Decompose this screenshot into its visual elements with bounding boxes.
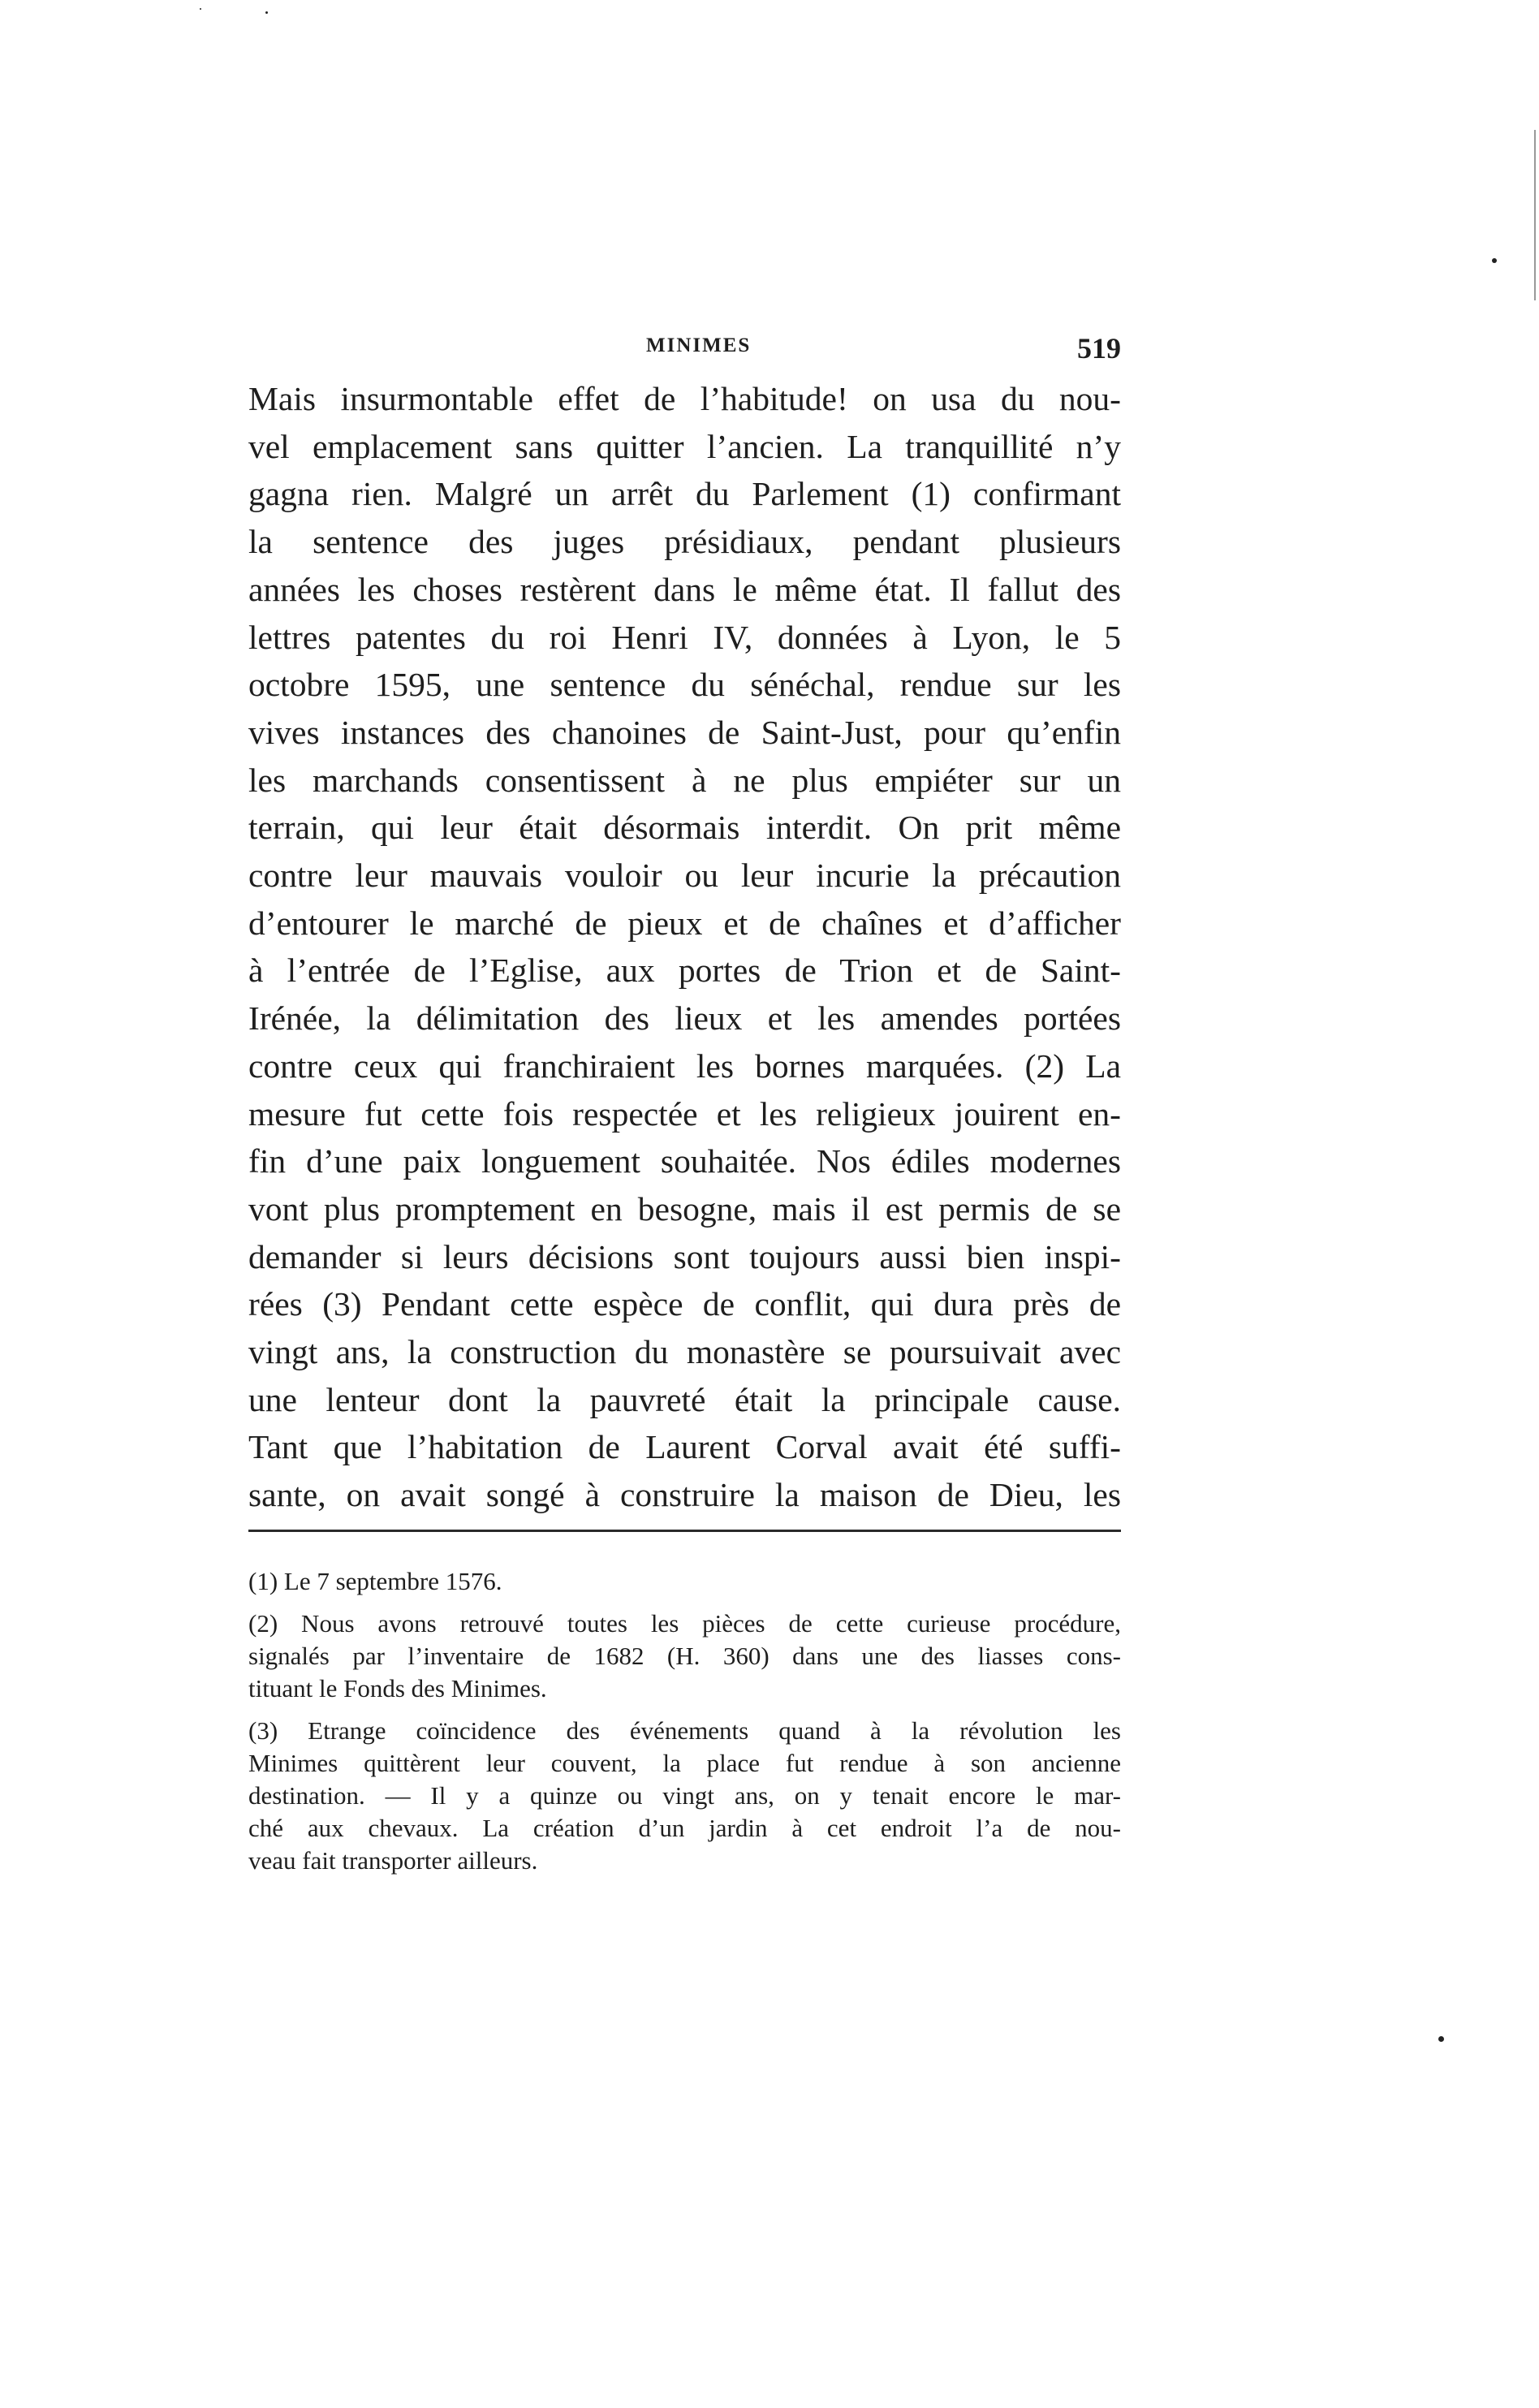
footnotes (248, 1565, 1121, 1887)
footnote-3 (248, 1715, 1121, 1877)
scan-speck (200, 8, 201, 10)
text-line: vives instances des chanoines de Saint-Just, pour qu’enfin (248, 713, 1121, 751)
text-line: vingt ans, la construction du monastère se poursuivait avec (248, 1333, 1121, 1371)
text-line: une lenteur dont la pauvreté était la principale cause. (248, 1380, 1121, 1418)
text-line: années les choses restèrent dans le même état. Il fallut des (248, 570, 1121, 608)
text-line: vont plus promptement en besogne, mais il est permis de se (248, 1189, 1121, 1228)
footnote-1 (248, 1565, 1121, 1598)
footnote-line: signalés par l’inventaire de 1682 (H. 360) dans une des liasses cons- (248, 1642, 1121, 1670)
text-line: octobre 1595, une sentence du sénéchal, rendue sur les (248, 666, 1121, 704)
footnote-line: destination. — Il y a quinze ou vingt ans, on y tenait encore le mar- (248, 1781, 1121, 1810)
scan-speck (1438, 2036, 1444, 2042)
text-line: Mais insurmontable effet de l’habitude! on usa du nou- (248, 380, 1121, 417)
text-line: contre ceux qui franchiraient les bornes marquées. (2) La (248, 1046, 1121, 1085)
text-line: les marchands consentissent à ne plus empiéter sur un (248, 761, 1121, 799)
footnote-line: (2) Nous avons retrouvé toutes les pièces de cette curieuse procédure, (248, 1609, 1121, 1638)
text-line: gagna rien. Malgré un arrêt du Parlement (1) confirmant (248, 475, 1121, 513)
text-line: demander si leurs décisions sont toujours aussi bien inspi- (248, 1237, 1121, 1275)
text-line: vel emplacement sans quitter l’ancien. La tranquillité n’y (248, 427, 1121, 465)
scan-edge-mark (1534, 130, 1536, 300)
page-number: 519 (1077, 332, 1121, 365)
text-line: Tant que l’habitation de Laurent Corval avait été suffi- (248, 1428, 1121, 1466)
text-line: la sentence des juges présidiaux, pendant plusieurs (248, 523, 1121, 561)
footnote-line: (3) Etrange coïncidence des événements quand à la révolution les (248, 1716, 1121, 1745)
scan-speck (1492, 258, 1497, 263)
text-line: sante, on avait songé à construire la maison de Dieu, les (248, 1476, 1121, 1514)
body-paragraph (248, 375, 1121, 1519)
text-line: d’entourer le marché de pieux et de chaînes et d’afficher (248, 904, 1121, 942)
text-line: mesure fut cette fois respectée et les religieux jouirent en- (248, 1094, 1121, 1133)
text-line: terrain, qui leur était désormais interdit. On prit même (248, 809, 1121, 847)
footnote-2 (248, 1607, 1121, 1705)
running-header (248, 331, 1121, 372)
text-line: lettres patentes du roi Henri IV, données à Lyon, le 5 (248, 618, 1121, 656)
text-line: Irénée, la délimitation des lieux et les amendes portées (248, 999, 1121, 1038)
text-line: fin d’une paix longuement souhaitée. Nos édiles modernes (248, 1142, 1121, 1180)
footnote-line: Minimes quittèrent leur couvent, la place fut rendue à son ancienne (248, 1749, 1121, 1777)
text-line: rées (3) Pendant cette espèce de conflit, qui dura près de (248, 1285, 1121, 1323)
footnote-line: ché aux chevaux. La création d’un jardin à cet endroit l’a de nou- (248, 1814, 1121, 1842)
footnote-line: veau fait transporter ailleurs. (248, 1846, 538, 1875)
scan-speck (265, 11, 268, 14)
running-title: MINIMES (646, 334, 752, 356)
footnote-line: (1) Le 7 septembre 1576. (248, 1567, 502, 1595)
text-line: à l’entrée de l’Eglise, aux portes de Trion et de Saint- (248, 952, 1121, 990)
footnote-separator-rule (248, 1530, 1121, 1532)
footnote-line: tituant le Fonds des Minimes. (248, 1674, 547, 1702)
text-line: contre leur mauvais vouloir ou leur incurie la précaution (248, 857, 1121, 895)
